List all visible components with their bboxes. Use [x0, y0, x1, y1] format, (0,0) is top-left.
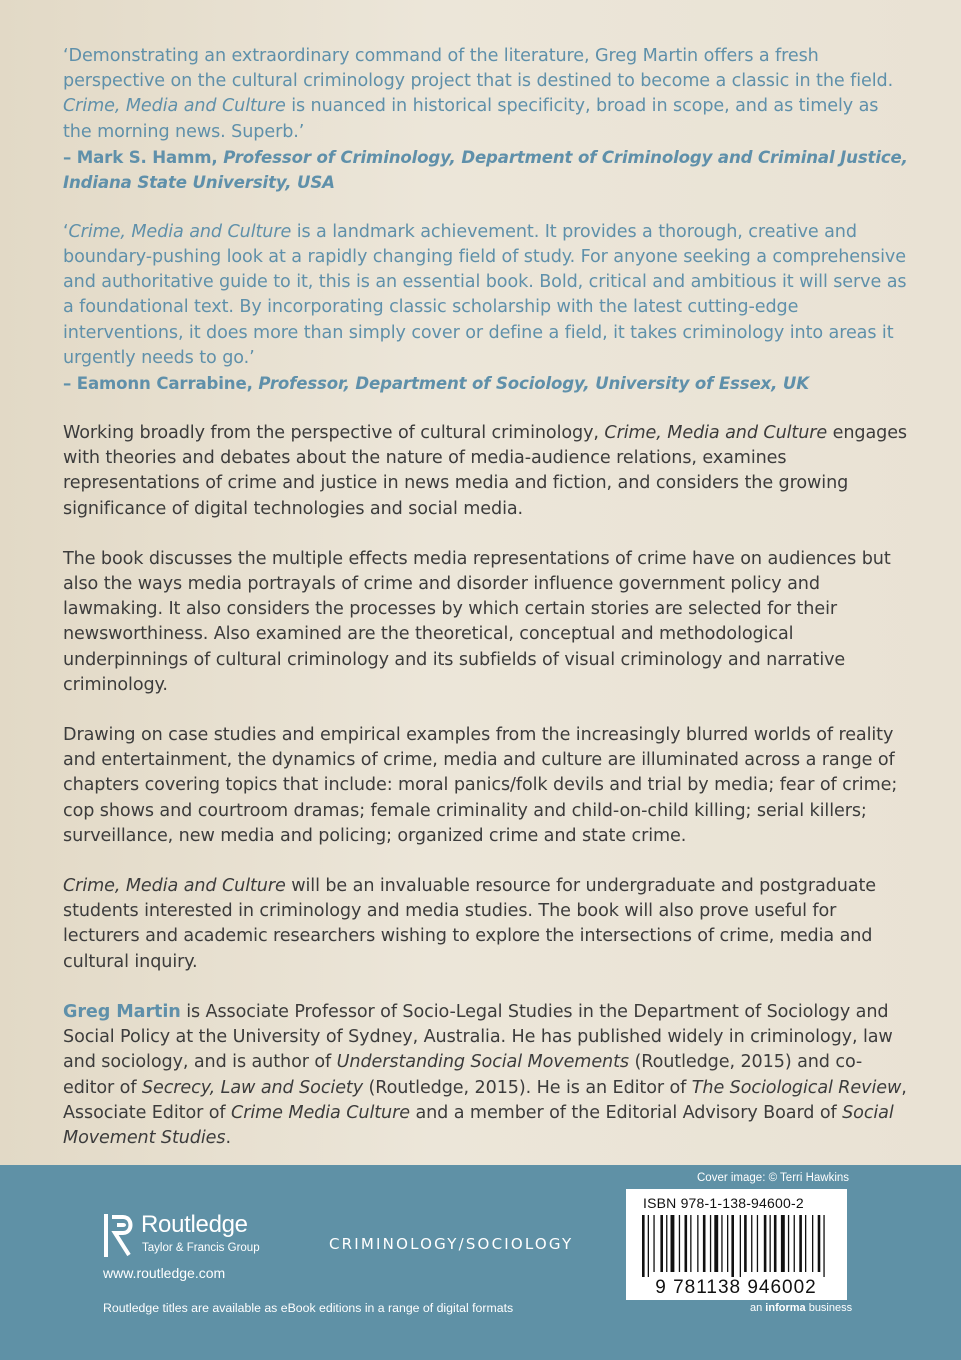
barcode-bar — [653, 1215, 654, 1272]
barcode-bar — [666, 1215, 667, 1272]
barcode-bar — [671, 1215, 675, 1272]
barcode-bar — [812, 1215, 813, 1272]
subject-category: CRIMINOLOGY/SOCIOLOGY — [329, 1235, 574, 1253]
barcode-bar — [660, 1215, 663, 1272]
endorsement-attribution-1: – Mark S. Hamm, Professor of Criminology, Department of Criminology and Criminal Justice, Indiana State University, USA — [63, 147, 908, 192]
barcode-bar — [710, 1215, 711, 1272]
barcode-digits: 9 781138 946002 — [655, 1277, 817, 1296]
barcode-bar — [642, 1215, 645, 1277]
publisher-website-link[interactable]: www.routledge.com — [103, 1265, 226, 1281]
barcode-bar — [764, 1215, 767, 1272]
barcode-bar — [781, 1215, 785, 1272]
cover-image-credit: Cover image: © Terri Hawkins — [697, 1172, 850, 1184]
barcode-bar — [757, 1215, 758, 1272]
barcode-bar — [648, 1215, 649, 1277]
routledge-logo — [103, 1211, 303, 1291]
barcode-bar — [751, 1215, 752, 1272]
description-paragraph-4: Crime, Media and Culture will be an invaluable resource for undergraduate and postgraduate students interested in criminology and media studies. The book will also prove useful for lecturers and academic researchers wishing to explore the intersections of crime, media and cultural inquiry. — [63, 876, 876, 972]
informa-business-note: an informa business — [750, 1302, 853, 1314]
barcode-bar — [697, 1215, 698, 1272]
barcode-bar — [703, 1215, 706, 1272]
routledge-r-logo-icon — [103, 1211, 137, 1259]
barcode-bar — [721, 1215, 722, 1272]
endorsement-quote-2: ‘Crime, Media and Culture is a landmark achievement. It provides a thorough, creative and boundary-pushing look at a rapidly changing field of study. For anyone seeking a comprehensive and authoritative guide to it, this is an essential book. Bold, critical and ambitious it will serve as a foundational text. By incorporating classic scholarship with the latest cutting-edge interventions, it does more than simply cover or define a field, it takes criminology into areas it urgently needs to go.’ — [63, 221, 907, 368]
publisher-group: Taylor & Francis Group — [142, 1242, 260, 1254]
endorsement-attribution-2: – Eamonn Carrabine, Professor, Department of Sociology, University of Essex, UK — [63, 374, 809, 394]
barcode-bar — [690, 1215, 691, 1272]
barcode-bar — [744, 1215, 747, 1272]
barcode-bar — [794, 1215, 795, 1272]
endorsement-quote-1: ‘Demonstrating an extraordinary command of the literature, Greg Martin offers a fresh perspective on the cultural criminology project that is destined to become a classic in the field. Crime, Media and Culture is nuanced in historical specificity, broad in scope, and as timely as the morning news. Superb.’ — [63, 46, 894, 142]
ebook-availability-note: Routledge titles are available as eBook editions in a range of digital formats — [103, 1301, 514, 1315]
isbn-barcode — [626, 1189, 847, 1300]
barcode-bar — [731, 1215, 734, 1277]
cover-text-column — [63, 44, 908, 1176]
barcode-bar — [770, 1215, 771, 1272]
author-bio: Greg Martin is Associate Professor of Socio-Legal Studies in the Department of Sociology and Social Policy at the University of Sydney, Australia. He has published widely in criminology, law and sociology, and is author of Understanding Social Movements (Routledge, 2015) and co-editor of Secrecy, Law and Society (Routledge, 2015). He is an Editor of The Sociological Review, Associate Editor of Crime Media Culture and a member of the Editorial Advisory Board of Social Movement Studies. — [63, 1001, 907, 1148]
barcode-bar — [818, 1215, 821, 1272]
barcode-bar — [805, 1215, 806, 1272]
barcode-bar — [685, 1215, 688, 1272]
barcode-bar — [799, 1215, 802, 1272]
barcode-icon — [630, 1215, 843, 1296]
barcode-bar — [727, 1215, 728, 1272]
barcode-bar — [740, 1215, 741, 1277]
barcode-bar — [788, 1215, 789, 1272]
description-paragraph-2: The book discusses the multiple effects media representations of crime have on audiences but also the ways media portrayals of crime and disorder influence government policy and lawmaking. It also considers the processes by which certain stories are selected for their newsworthiness. Also examined are the theoretical, conceptual and methodological underpinnings of cultural criminology and its subfields of visual criminology and narrative criminology. — [63, 548, 891, 695]
barcode-bar — [679, 1215, 680, 1272]
barcode-bar — [714, 1215, 718, 1272]
author-name: Greg Martin — [63, 1001, 181, 1022]
barcode-bar — [823, 1215, 824, 1277]
description-paragraph-1: Working broadly from the perspective of cultural criminology, Crime, Media and Culture engages with theories and debates about the nature of media-audience relations, examines representations of crime and justice in news media and fiction, and considers the growing significance of digital technologies and social media. — [63, 423, 908, 519]
publisher-name: Routledge — [141, 1211, 248, 1238]
isbn-label: ISBN 978-1-138-94600-2 — [643, 1195, 804, 1211]
description-paragraph-3: Drawing on case studies and empirical examples from the increasingly blurred worlds of reality and entertainment, the dynamics of crime, media and culture are illuminated across a range of chapters covering topics that include: moral panics/folk devils and trial by media; fear of crime; cop shows and courtroom dramas; female criminality and child-on-child killing; serial killers; surveillance, new media and policing; organized crime and state crime. — [63, 725, 898, 846]
publisher-footer-band — [0, 1165, 961, 1360]
barcode-bar — [774, 1215, 777, 1272]
